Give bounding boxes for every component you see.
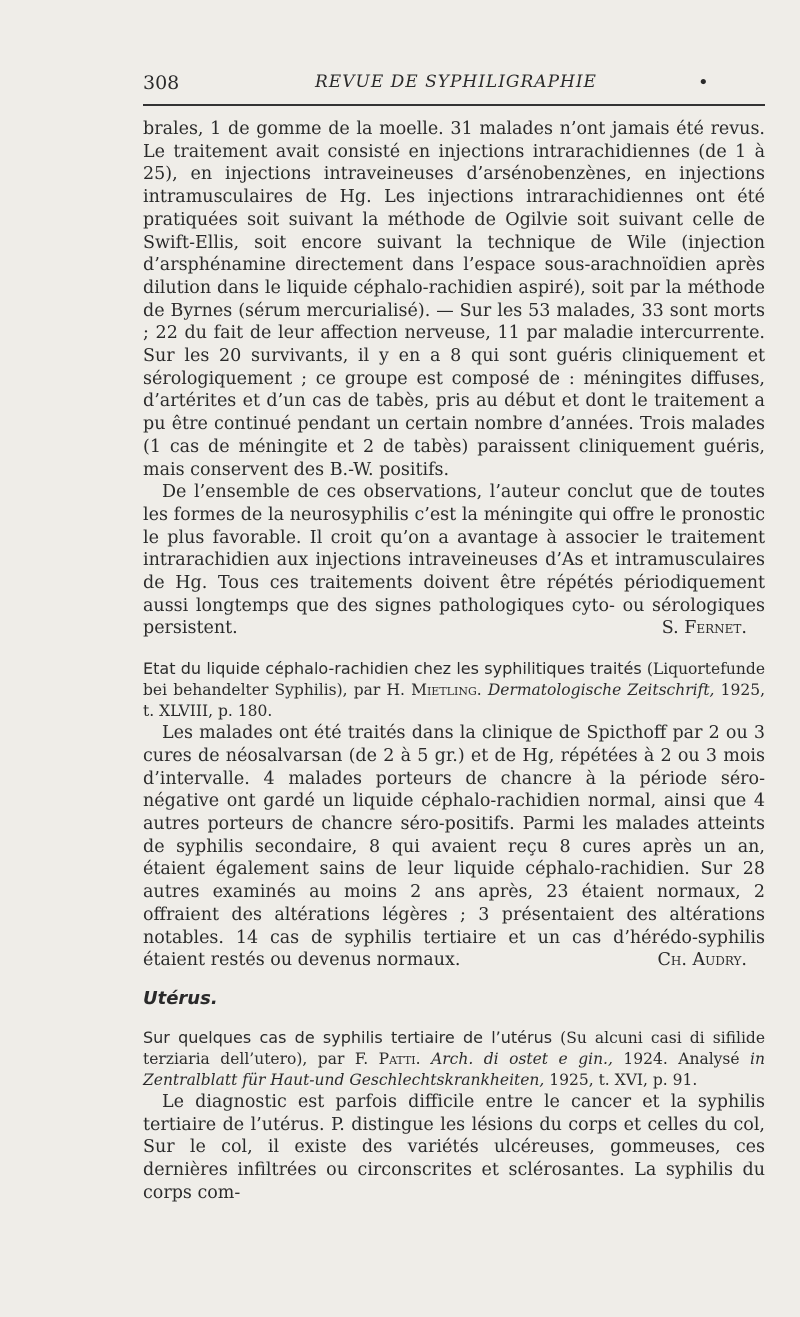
abstract-entry-csf (143, 658, 765, 972)
ref-abstract-source: in Zentralblatt für Haut-und Geschlechtskrankheiten, (143, 1049, 765, 1089)
page-number: 308 (143, 72, 180, 94)
ref-sep: . (476, 681, 488, 700)
section-heading: Utérus. (143, 987, 218, 1009)
ref-lead: (Liquortefunde bei behandelter Syphilis), par H. (143, 660, 765, 700)
paragraph-continuation: brales, 1 de gomme de la moelle. 31 malades n’ont jamais été revus. Le traitement avait consisté en injections intrarachidiennes (de 1 à 25), en injections intraveineuses d’arsénobenzènes, en injections intramusculaires de Hg. Les injections intrarachidiennes ont été pratiquées soit suivant la méthode de Ogilvie soit suivant celle de Swift-Ellis, soit encore suivant la technique de Wile (injection d’arsphénamine directement dans l’espace sous-arachnoïdien après dilution dans le liquide céphalo-rachidien aspiré), soit par la méthode de Byrnes (sérum mercurialisé). — Sur les 53 malades, 33 sont morts ; 22 du fait de leur affection nerveuse, 11 par maladie intercurrente. Sur les 20 survivants, il y en a 8 qui sont guéris cliniquement et sérologiquement ; ce groupe est composé de : méningites diffuses, d’artérites et d’un cas de tabès, pris au début et dont le traitement a pu être continué pendant un certain nombre d’années. Trois malades (1 cas de méningite et 2 de tabès) paraissent cliniquement guéris, mais conservent des B.-W. positifs. (143, 119, 765, 480)
header-rule (143, 104, 765, 106)
ref-lead: (Su alcuni casi di sifilide terziaria dell’utero), par F. (143, 1028, 765, 1068)
signature-fernet: S. Fernet. (661, 618, 747, 639)
page-body (143, 118, 765, 1204)
entry-title: Sur quelques cas de syphilis tertiaire de l’utérus (143, 1027, 553, 1047)
ref-journal: Arch. di ostet e gin., (431, 1049, 613, 1068)
running-title: REVUE DE SYPHILIGRAPHIE (315, 72, 597, 92)
ref-author: Patti (378, 1049, 416, 1068)
page-header (143, 72, 763, 96)
signature-audry: Ch. Audry. (657, 950, 747, 971)
ref-tail: 1925, t. XLVIII, p. 180. (143, 681, 766, 721)
ref-mid: 1924. Analysé (612, 1049, 751, 1068)
abstract-entry-uterus (143, 1027, 765, 1205)
entry-header (143, 1027, 765, 1091)
entry-body (143, 722, 765, 972)
entry-body-text: Les malades ont été traités dans la clinique de Spicthoff par 2 ou 3 cures de néosalvarsan (de 2 à 5 gr.) et de Hg, répétées à 2 ou 3 mois d’intervalle. 4 malades porteurs de chancre à la période séro-négative ont gardé un liquide céphalo-rachidien normal, ainsi que 4 autres porteurs de chancre séro-positifs. Parmi les malades atteints de syphilis secondaire, 8 qui avaient reçu 8 cures après un an, étaient également sains de leur liquide céphalo-rachidien. Sur 28 autres examinés au moins 2 ans après, 23 étaient normaux, 2 offraient des altérations légères ; 3 présentaient des altérations notables. 14 cas de syphilis tertiaire et un cas d’hérédo-syphilis étaient restés ou devenus normaux. (143, 723, 765, 971)
header-ornament: • (698, 72, 709, 93)
paragraph-conclusion (143, 481, 765, 640)
ref-journal: Dermatologische Zeitschrift, (487, 681, 715, 700)
paragraph-text: De l’ensemble de ces observations, l’auteur conclut que de toutes les formes de la neurosyphilis c’est la méningite qui offre le pronostic le plus favorable. Il croit qu’on a avantage à associer le traitement intrarachidien aux injections intraveineuses d’As et intramusculaires de Hg. Tous ces traitements doivent être répétés périodiquement aussi longtemps que des signes pathologiques cyto- ou sérologiques persistent. (143, 482, 765, 639)
entry-header (143, 658, 765, 722)
entry-body: Le diagnostic est parfois difficile entre le cancer et la syphilis tertiaire de l’utérus. P. distingue les lésions du corps et celles du col, Sur le col, il existe des variétés ulcéreuses, gommeuses, ces dernières infiltrées ou circonscrites et sclérosantes. La syphilis du corps com- (143, 1091, 765, 1203)
ref-author: Mietling (411, 681, 477, 700)
entry-title: Etat du liquide céphalo-rachidien chez les syphilitiques traités (143, 659, 642, 679)
ref-sep: . (415, 1049, 432, 1068)
ref-tail: 1925, t. XVI, p. 91. (544, 1070, 698, 1089)
